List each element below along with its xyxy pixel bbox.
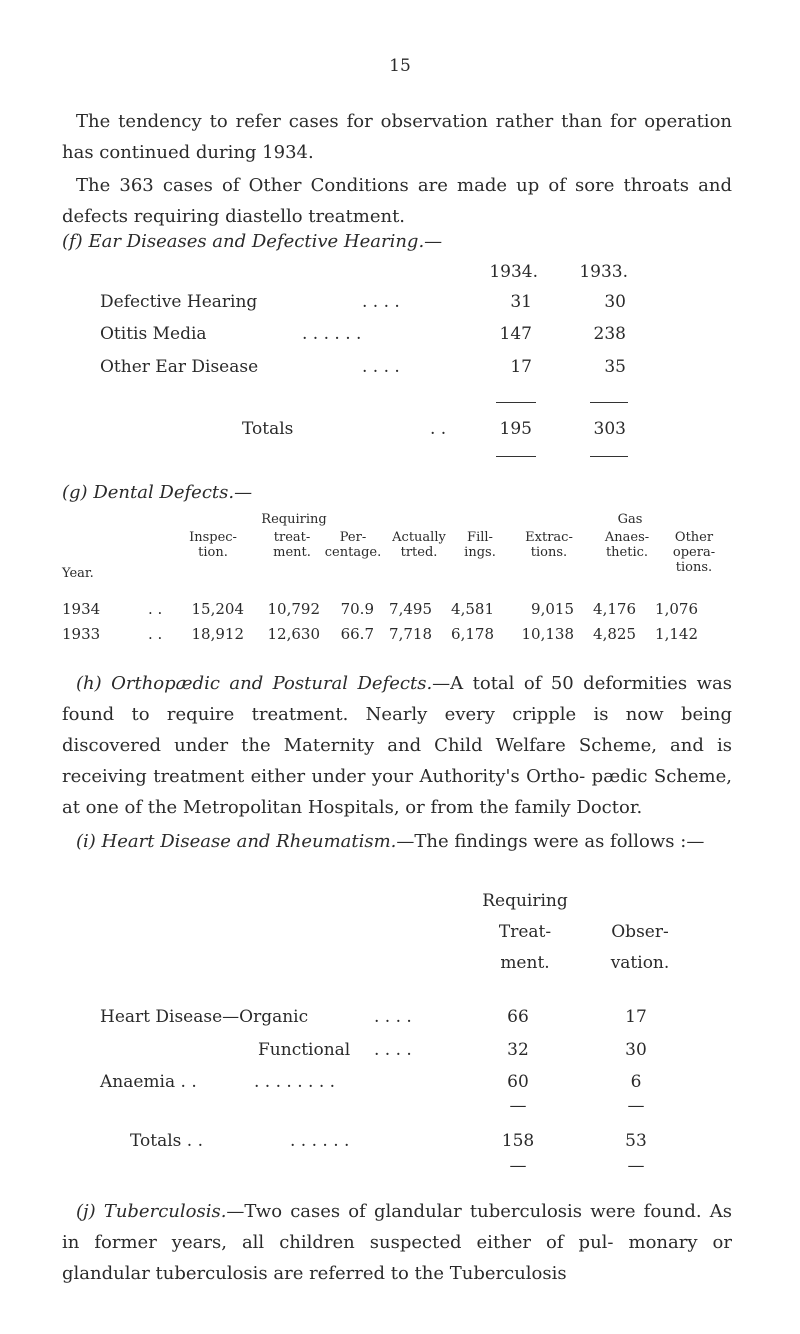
ortho-title: Orthopædic and Postural Defects. (111, 673, 433, 694)
dental-row-percentage: 66.7 (340, 625, 374, 643)
ear-section-heading (62, 231, 442, 252)
tb-text: —Two cases of glandular tuberculosis were found. As in former years, all children suspected either of pul- monary or glandular tuberculosis are referred to the Tuberculosis (62, 1201, 732, 1284)
heart-row-observation: 17 (625, 1007, 647, 1027)
dental-row-inspection: 15,204 (191, 600, 244, 618)
dental-header-treatment: treat- ment. (273, 530, 311, 560)
ear-row-1934: 17 (510, 357, 532, 377)
tb-paragraph (62, 1196, 732, 1289)
ear-total-rule-bottom-1934 (496, 456, 536, 457)
ear-row-1933: 35 (604, 357, 626, 377)
dental-header-year: Year. (62, 566, 94, 581)
heart-paragraph (62, 826, 732, 857)
dental-row-dots: . . (148, 600, 163, 618)
intro-paragraph-2: The 363 cases of Other Conditions are made up of sore throats and defects requiring diastello treatment. (62, 175, 732, 227)
ear-row-leader: . . . . . . (302, 324, 362, 344)
dental-row-actually: 7,495 (389, 600, 432, 618)
heart-totals-label: Totals . . (130, 1131, 203, 1151)
dental-header-extractions: Extrac- tions. (525, 530, 573, 560)
heart-row-leader: . . . . (374, 1007, 412, 1027)
page-number: 15 (389, 56, 411, 76)
heart-title: Heart Disease and Rheumatism. (101, 831, 397, 852)
dental-header-actually: Actually trted. (392, 530, 446, 560)
heart-row-observation: 30 (625, 1040, 647, 1060)
heart-row-name: Anaemia . . (100, 1072, 197, 1092)
dental-header-gas: Gas (617, 512, 643, 527)
heart-row-requiring: 66 (507, 1007, 529, 1027)
dental-row-gas: 4,825 (593, 625, 636, 643)
dental-row-other: 1,076 (655, 600, 698, 618)
dental-section-heading (62, 482, 252, 503)
dental-header-percentage: Per- centage. (324, 530, 382, 560)
dental-row-inspection: 18,912 (191, 625, 244, 643)
ear-total-1933: 303 (593, 419, 626, 439)
heart-dash-top-observation: — (627, 1096, 645, 1116)
ear-row-leader: . . . . (362, 292, 400, 312)
ear-total-rule-bottom-1933 (590, 456, 628, 457)
heart-row-name: Heart Disease—Organic (100, 1007, 309, 1027)
ear-row-leader: . . . . (362, 357, 400, 377)
dental-row-percentage: 70.9 (340, 600, 374, 618)
dental-row-fillings: 4,581 (451, 600, 494, 618)
ear-col-1933: 1933. (579, 262, 628, 282)
heart-row-requiring: 32 (507, 1040, 529, 1060)
dental-row-extractions: 10,138 (521, 625, 574, 643)
dental-row-treatment: 12,630 (267, 625, 320, 643)
dental-header-fillings: Fill- ings. (464, 530, 496, 560)
dental-row-dots: . . (148, 625, 163, 643)
ear-row-1933: 238 (593, 324, 626, 344)
heart-row-observation: 6 (630, 1072, 642, 1092)
ortho-label: (h) (76, 673, 102, 694)
heart-text: —The findings were as follows :— (396, 831, 705, 852)
ear-row-1933: 30 (604, 292, 626, 312)
heart-label: (i) (76, 831, 96, 852)
heart-total-requiring: 158 (501, 1131, 535, 1151)
ear-total-rule-top-1934 (496, 402, 536, 403)
heart-total-observation: 53 (625, 1131, 647, 1151)
ear-section-title: Ear Diseases and Defective Hearing.— (88, 231, 443, 252)
heart-col-requiring: Requiring Treat- ment. (482, 891, 568, 973)
ear-section-label: (f) (62, 231, 83, 252)
heart-dash-top-requiring: — (509, 1096, 527, 1116)
dental-row-extractions: 9,015 (531, 600, 574, 618)
ortho-paragraph (62, 668, 732, 823)
heart-row-leader: . . . . (374, 1040, 412, 1060)
heart-col-observation: Obser- vation. (610, 922, 670, 973)
ortho-text: —A total of 50 deformities was found to require treatment. Nearly every cripple is now being discovered under the Maternity and Child Welfare Scheme, and is receiving treatment either under your Authority's Ortho- pædic Scheme, at one of the Metropolitan Hospitals, or from the family Doctor. (62, 673, 732, 818)
ear-row-1934: 31 (510, 292, 532, 312)
dental-section-title: Dental Defects.— (93, 482, 253, 503)
ear-row-name: Otitis Media (100, 324, 207, 344)
dental-header-requiring: Requiring (261, 512, 327, 527)
ear-row-name: Other Ear Disease (100, 357, 259, 377)
dental-header-inspection: Inspec- tion. (189, 530, 237, 560)
ear-row-name: Defective Hearing (100, 292, 258, 312)
dental-header-gas-anaesthetic: Anaes- thetic. (604, 530, 650, 560)
heart-row-name: Functional (258, 1040, 351, 1060)
ear-total-rule-top-1933 (590, 402, 628, 403)
tb-title: Tuberculosis. (103, 1201, 227, 1222)
dental-row-treatment: 10,792 (267, 600, 320, 618)
ear-col-1934: 1934. (489, 262, 538, 282)
ear-row-1934: 147 (499, 324, 532, 344)
dental-header-other: Other opera- tions. (672, 530, 716, 575)
intro-paragraph-1: The tendency to refer cases for observation rather than for operation has continued during 1934. (62, 111, 732, 163)
dental-section-label: (g) (62, 482, 88, 503)
dental-row-gas: 4,176 (593, 600, 636, 618)
heart-totals-leader: . . . . . . (290, 1131, 350, 1151)
ear-total-1934: 195 (499, 419, 532, 439)
heart-dash-bottom-requiring: — (509, 1156, 527, 1176)
dental-row-year: 1933 (62, 625, 101, 643)
dental-row-other: 1,142 (655, 625, 698, 643)
heart-row-leader: . . . . . . . . (254, 1072, 336, 1092)
ear-totals-leader: . . (430, 419, 447, 439)
heart-dash-bottom-observation: — (627, 1156, 645, 1176)
tb-label: (j) (76, 1201, 96, 1222)
heart-row-requiring: 60 (507, 1072, 529, 1092)
ear-totals-label: Totals (242, 419, 294, 439)
dental-row-fillings: 6,178 (451, 625, 494, 643)
dental-row-year: 1934 (62, 600, 101, 618)
dental-row-actually: 7,718 (389, 625, 432, 643)
